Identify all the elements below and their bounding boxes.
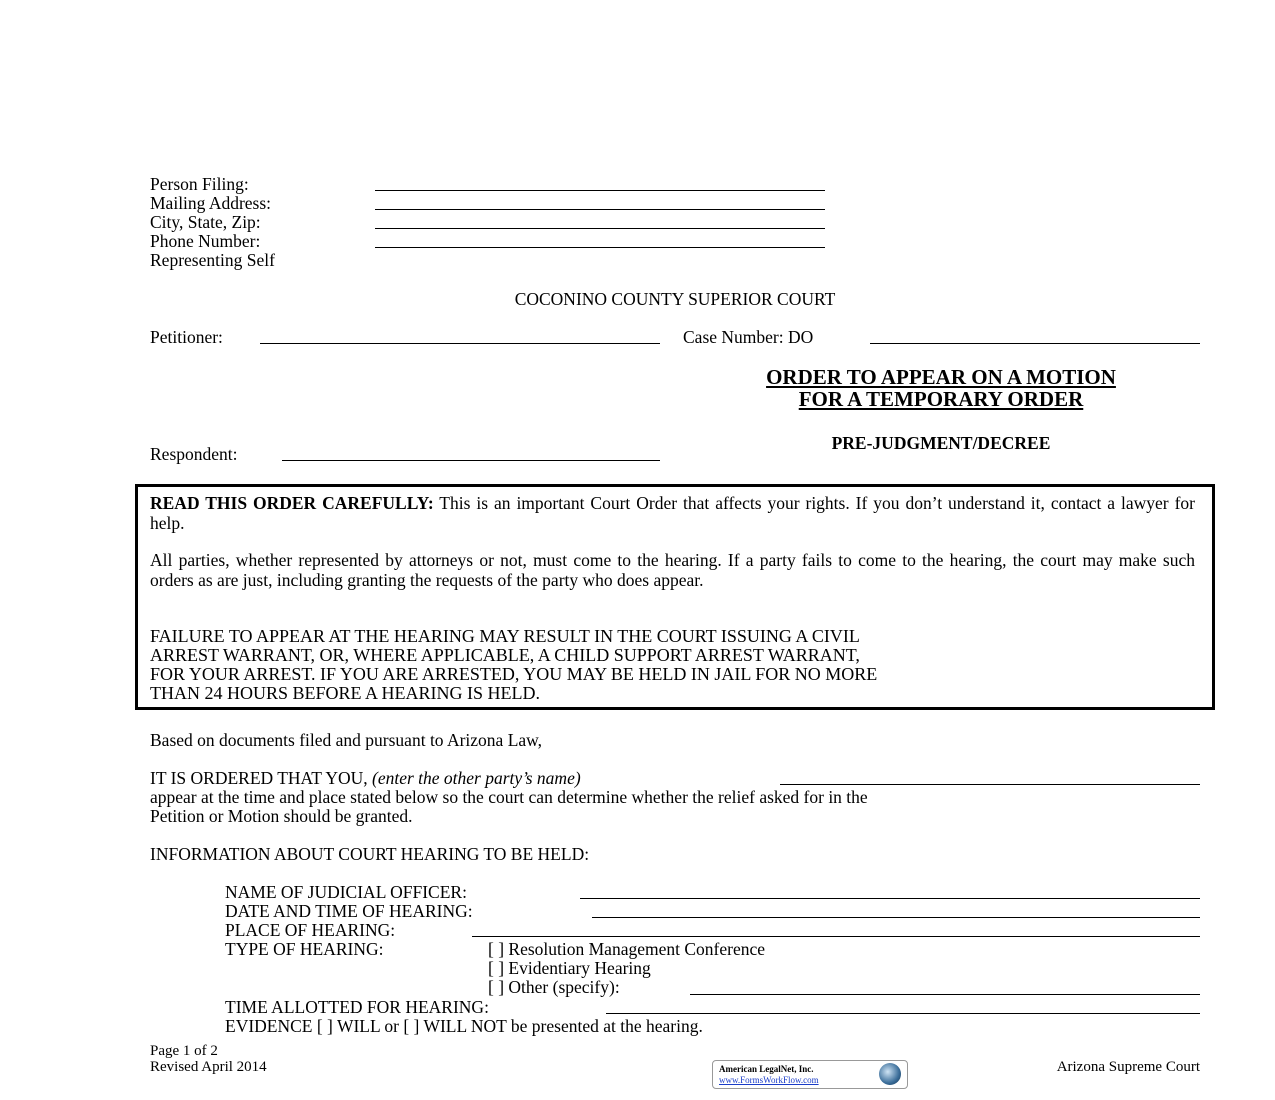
person-filing-field[interactable] [375, 190, 825, 191]
notice-lead: READ THIS ORDER CAREFULLY: [150, 493, 434, 513]
notice-paragraph-2: All parties, whether represented by attorneys or not, must come to the hearing. If a party fails to come to the hearing, the court may make such orders as are just, including granting the requests of the party who does appear. [150, 550, 1195, 590]
court-name: COCONINO COUNTY SUPERIOR COURT [514, 289, 836, 309]
notice-text-1: This is an important Court Order that affects your rights. If you don’t understand it, contact a lawyer for help. [150, 493, 1195, 533]
judicial-officer-field[interactable] [580, 898, 1200, 899]
phone-number-field[interactable] [375, 247, 825, 248]
option-rmc-checkbox[interactable]: [ ] Resolution Management Conference [488, 939, 765, 959]
warning-line: ARREST WARRANT, OR, WHERE APPLICABLE, A CHILD SUPPORT ARREST WARRANT, [150, 645, 860, 665]
mailing-address-label: Mailing Address: [150, 193, 272, 213]
option-other-checkbox[interactable]: [ ] Other (specify): [488, 977, 620, 997]
title-line-1: ORDER TO APPEAR ON A MOTION [766, 365, 1116, 389]
respondent-label: Respondent: [150, 444, 238, 464]
warning-line: THAN 24 HOURS BEFORE A HEARING IS HELD. [150, 683, 541, 703]
ordered-hint: (enter the other party’s name) [372, 768, 581, 788]
time-allotted-field[interactable] [606, 1013, 1200, 1014]
ordered-lead: IT IS ORDERED THAT YOU, [150, 768, 372, 788]
info-heading: INFORMATION ABOUT COURT HEARING TO BE HELD: [150, 844, 590, 864]
other-party-name-field[interactable] [780, 784, 1200, 785]
notice-paragraph-1 [150, 494, 1195, 533]
city-state-zip-label: City, State, Zip: [150, 212, 261, 232]
ordered-text [150, 768, 581, 788]
warning-line: FAILURE TO APPEAR AT THE HEARING MAY RESULT IN THE COURT ISSUING A CIVIL [150, 626, 860, 646]
place-label: PLACE OF HEARING: [225, 920, 396, 940]
representing-self-label: Representing Self [150, 250, 275, 270]
case-number-field[interactable] [870, 343, 1200, 344]
globe-icon [879, 1063, 901, 1085]
notice-box [135, 484, 1215, 710]
date-time-label: DATE AND TIME OF HEARING: [225, 901, 473, 921]
type-label: TYPE OF HEARING: [225, 939, 384, 959]
respondent-field[interactable] [282, 460, 660, 461]
subtitle: PRE-JUDGMENT/DECREE [831, 433, 1051, 453]
judicial-officer-label: NAME OF JUDICIAL OFFICER: [225, 882, 467, 902]
page-number: Page 1 of 2 [150, 1043, 218, 1059]
logo-name: American LegalNet, Inc. [719, 1064, 814, 1074]
warning-line: FOR YOUR ARREST. IF YOU ARE ARRESTED, YOU MAY BE HELD IN JAIL FOR NO MORE [150, 664, 878, 684]
ordered-line-2: appear at the time and place stated below so the court can determine whether the relief asked for in the [150, 787, 868, 807]
logo-url-link[interactable]: www.FormsWorkFlow.com [719, 1075, 819, 1085]
person-filing-label: Person Filing: [150, 174, 249, 194]
other-specify-field[interactable] [690, 994, 1200, 995]
footer-source: Arizona Supreme Court [1056, 1059, 1200, 1075]
title-line-2: FOR A TEMPORARY ORDER [798, 387, 1084, 411]
ordered-line-3: Petition or Motion should be granted. [150, 806, 413, 826]
petitioner-label: Petitioner: [150, 327, 223, 347]
petitioner-field[interactable] [260, 343, 660, 344]
american-legalnet-logo[interactable] [712, 1060, 908, 1089]
date-time-field[interactable] [592, 917, 1200, 918]
case-number-label: Case Number: DO [683, 327, 814, 347]
city-state-zip-field[interactable] [375, 228, 825, 229]
option-evidentiary-checkbox[interactable]: [ ] Evidentiary Hearing [488, 958, 651, 978]
evidence-line: EVIDENCE [ ] WILL or [ ] WILL NOT be presented at the hearing. [225, 1016, 703, 1036]
time-allotted-label: TIME ALLOTTED FOR HEARING: [225, 997, 489, 1017]
mailing-address-field[interactable] [375, 209, 825, 210]
notice-paragraph-3 [150, 627, 1195, 703]
revised-date: Revised April 2014 [150, 1059, 267, 1075]
based-on-text: Based on documents filed and pursuant to Arizona Law, [150, 730, 543, 750]
place-field[interactable] [472, 936, 1200, 937]
phone-number-label: Phone Number: [150, 231, 261, 251]
